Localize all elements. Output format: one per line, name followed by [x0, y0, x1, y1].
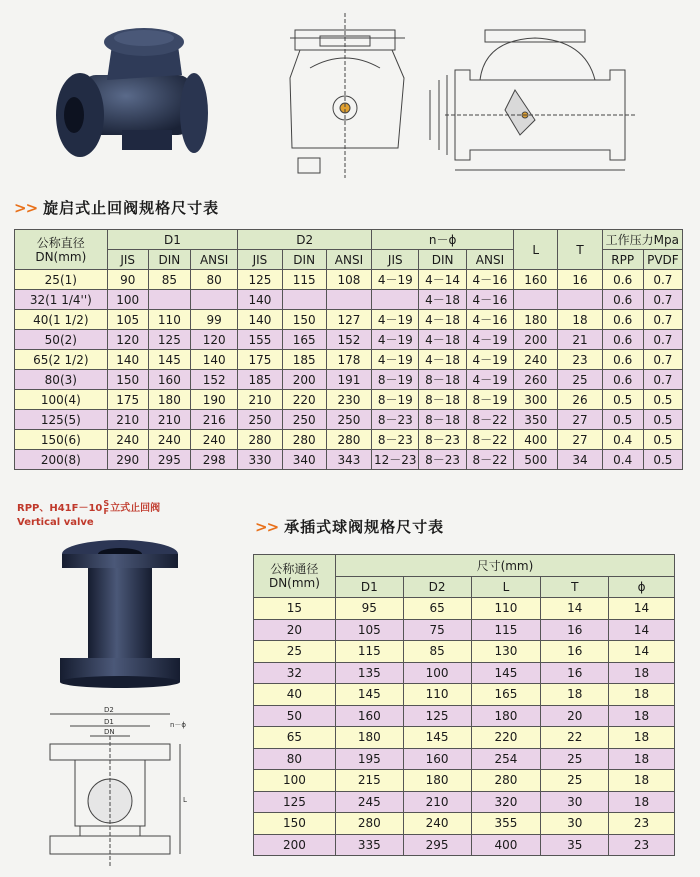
vertical-valve-drawing	[40, 706, 190, 872]
table-cell: 4－16	[466, 310, 513, 330]
table-cell: 18	[558, 310, 602, 330]
table-cell: 18	[609, 770, 675, 792]
subheader-cell: L	[471, 576, 541, 598]
table-cell: 23	[558, 350, 602, 370]
table-row	[15, 430, 683, 450]
table-cell: 4－19	[466, 330, 513, 350]
table-cell: 80	[254, 748, 336, 770]
table-cell: 200	[514, 330, 558, 350]
table-cell: 95	[335, 598, 403, 620]
table-cell: 4－19	[466, 370, 513, 390]
table-cell: 100	[403, 662, 471, 684]
subheader-cell: D1	[335, 576, 403, 598]
table-cell: 90	[107, 270, 148, 290]
table-row	[254, 748, 675, 770]
table-cell: 120	[107, 330, 148, 350]
subheader-cell: ANSI	[326, 250, 371, 270]
table-cell: 0.4	[602, 450, 643, 470]
table-row	[15, 390, 683, 410]
subheader-cell: DIN	[419, 250, 466, 270]
table-cell: 8－23	[419, 430, 466, 450]
table-cell	[326, 290, 371, 310]
table-cell: 0.5	[602, 390, 643, 410]
table-row	[254, 770, 675, 792]
table-cell: 4－19	[466, 350, 513, 370]
table-cell: 21	[558, 330, 602, 350]
table-cell: 8－18	[419, 390, 466, 410]
table-cell: 110	[403, 684, 471, 706]
table-cell: 220	[471, 727, 541, 749]
table-cell: 335	[335, 834, 403, 856]
table-cell: 175	[238, 350, 282, 370]
table-cell: 34	[558, 450, 602, 470]
table-cell: 0.5	[602, 410, 643, 430]
table-cell: 180	[471, 705, 541, 727]
table-cell: 140	[238, 290, 282, 310]
table-cell: 4－18	[419, 330, 466, 350]
table-cell: 18	[609, 684, 675, 706]
table-cell: 343	[326, 450, 371, 470]
table-cell: 220	[282, 390, 326, 410]
table-cell: 14	[541, 598, 609, 620]
table-cell: 8－19	[372, 390, 419, 410]
table-cell: 185	[238, 370, 282, 390]
table-cell: 14	[609, 619, 675, 641]
header-pressure: 工作压力Mpa	[602, 230, 682, 250]
table-cell: 35	[541, 834, 609, 856]
table-cell: 165	[471, 684, 541, 706]
table-cell: 18	[609, 748, 675, 770]
table-cell: 0.5	[643, 410, 682, 430]
table-cell: 240	[190, 430, 237, 450]
table-cell: 26	[558, 390, 602, 410]
table-cell: 355	[471, 813, 541, 835]
caption-cn-title: 立式止回阀	[110, 503, 161, 514]
table-cell: 0.6	[602, 330, 643, 350]
table-cell: 0.6	[602, 290, 643, 310]
table-cell: 30	[541, 791, 609, 813]
table-header-row	[254, 555, 675, 577]
swing-check-spec-table	[14, 229, 683, 470]
table-cell: 18	[609, 705, 675, 727]
table-cell: 0.5	[643, 430, 682, 450]
table-cell: 8－19	[372, 370, 419, 390]
header-t: T	[558, 230, 602, 270]
table-cell: 8－23	[419, 450, 466, 470]
table-cell: 160	[148, 370, 190, 390]
table-row	[15, 290, 683, 310]
table-cell: 30	[541, 813, 609, 835]
table-cell: 280	[471, 770, 541, 792]
table-cell: 23	[609, 834, 675, 856]
table-cell	[148, 290, 190, 310]
table-cell: 4－16	[466, 270, 513, 290]
subheader-cell: JIS	[372, 250, 419, 270]
table-cell: 14	[609, 641, 675, 663]
table-cell: 50	[254, 705, 336, 727]
table-cell: 160	[335, 705, 403, 727]
table-row	[254, 705, 675, 727]
table-cell: 25	[541, 748, 609, 770]
table-cell: 125(5)	[15, 410, 108, 430]
table-row	[15, 370, 683, 390]
table-cell: 23	[609, 813, 675, 835]
table-row	[254, 813, 675, 835]
header-d1: D1	[107, 230, 238, 250]
table-cell: 16	[541, 641, 609, 663]
table-row	[15, 310, 683, 330]
table-cell: 0.7	[643, 330, 682, 350]
table-cell: 125	[238, 270, 282, 290]
table-row	[254, 641, 675, 663]
table-cell: 115	[471, 619, 541, 641]
table-header-row	[15, 230, 683, 250]
subheader-cell: JIS	[238, 250, 282, 270]
table-row	[15, 410, 683, 430]
table-cell: 0.7	[643, 370, 682, 390]
swing-check-valve-photo	[52, 20, 214, 170]
table-cell: 210	[238, 390, 282, 410]
table-cell: 140	[107, 350, 148, 370]
table-cell: 185	[282, 350, 326, 370]
table-cell: 280	[238, 430, 282, 450]
table-cell: 25	[541, 770, 609, 792]
drawing-label-l: L	[183, 796, 187, 804]
table-cell: 140	[238, 310, 282, 330]
table-cell: 0.5	[643, 450, 682, 470]
header-nominal: 公称直径 DN(mm)	[15, 230, 108, 270]
table-cell: 180	[148, 390, 190, 410]
table-cell: 65(2 1/2)	[15, 350, 108, 370]
table-cell	[558, 290, 602, 310]
table-cell: 40	[254, 684, 336, 706]
table-cell: 15	[254, 598, 336, 620]
table-cell: 100	[107, 290, 148, 310]
vertical-valve-photo	[60, 540, 180, 688]
table-cell: 115	[335, 641, 403, 663]
vertical-valve-caption	[17, 500, 160, 530]
table-row	[15, 350, 683, 370]
header-nominal: 公称通径 DN(mm)	[254, 555, 336, 598]
table-cell: 330	[238, 450, 282, 470]
header-n-phi: n－ϕ	[372, 230, 514, 250]
table-cell: 99	[190, 310, 237, 330]
table-cell: 152	[326, 330, 371, 350]
table-cell: 190	[190, 390, 237, 410]
subheader-cell: JIS	[107, 250, 148, 270]
table-cell: 127	[326, 310, 371, 330]
table-cell: 150	[107, 370, 148, 390]
table-cell: 295	[148, 450, 190, 470]
table-row	[15, 330, 683, 350]
table-cell: 140	[190, 350, 237, 370]
table-row	[254, 619, 675, 641]
table-cell: 145	[471, 662, 541, 684]
table-row	[254, 834, 675, 856]
table-cell: 16	[541, 662, 609, 684]
table-cell: 180	[335, 727, 403, 749]
caption-en-title: Vertical valve	[17, 517, 94, 528]
table-cell: 350	[514, 410, 558, 430]
subheader-cell: RPP	[602, 250, 643, 270]
heading-title: 旋启式止回阀规格尺寸表	[43, 199, 220, 217]
table-cell: 120	[190, 330, 237, 350]
section-heading-swing-check	[14, 197, 219, 218]
subheader-cell: ϕ	[609, 576, 675, 598]
drawing-label-d2: D2	[104, 706, 114, 714]
table-cell: 16	[558, 270, 602, 290]
table-cell: 180	[514, 310, 558, 330]
table-cell: 8－23	[372, 430, 419, 450]
table-cell: 0.7	[643, 270, 682, 290]
table-cell: 4－18	[419, 350, 466, 370]
table-cell: 150(6)	[15, 430, 108, 450]
table-cell: 245	[335, 791, 403, 813]
table-cell: 27	[558, 430, 602, 450]
table-cell: 175	[107, 390, 148, 410]
table-cell: 130	[471, 641, 541, 663]
table-cell: 160	[403, 748, 471, 770]
table-cell: 14	[609, 598, 675, 620]
swing-check-section-drawing	[425, 10, 650, 185]
table-cell: 105	[107, 310, 148, 330]
table-cell: 32	[254, 662, 336, 684]
table-cell: 20	[254, 619, 336, 641]
frac-bottom: F	[103, 507, 109, 516]
table-cell: 27	[558, 410, 602, 430]
table-cell: 8－22	[466, 450, 513, 470]
table-cell: 4－19	[372, 310, 419, 330]
table-cell: 4－16	[466, 290, 513, 310]
table-cell: 155	[238, 330, 282, 350]
table-cell: 110	[471, 598, 541, 620]
table-row	[254, 791, 675, 813]
table-cell: 200	[282, 370, 326, 390]
table-cell: 400	[514, 430, 558, 450]
table-cell: 4－19	[372, 270, 419, 290]
table-cell: 0.5	[643, 390, 682, 410]
header-l: L	[514, 230, 558, 270]
table-cell: 18	[609, 791, 675, 813]
table-cell: 18	[609, 662, 675, 684]
table-cell: 145	[335, 684, 403, 706]
table-cell: 195	[335, 748, 403, 770]
table-cell: 100	[254, 770, 336, 792]
drawing-label-n-phi: n－ϕ	[170, 721, 187, 729]
table-cell: 8－19	[466, 390, 513, 410]
table-cell: 340	[282, 450, 326, 470]
table-cell: 0.7	[643, 310, 682, 330]
table-cell	[282, 290, 326, 310]
table-cell: 125	[254, 791, 336, 813]
table-cell: 110	[148, 310, 190, 330]
subheader-cell: D2	[403, 576, 471, 598]
table-cell	[372, 290, 419, 310]
table-cell: 4－19	[372, 330, 419, 350]
table-cell: 25(1)	[15, 270, 108, 290]
table-cell: 216	[190, 410, 237, 430]
table-row	[15, 450, 683, 470]
table-cell: 145	[148, 350, 190, 370]
table-cell: 25	[254, 641, 336, 663]
table-cell: 180	[403, 770, 471, 792]
table-cell: 210	[107, 410, 148, 430]
subheader-cell: DIN	[148, 250, 190, 270]
subheader-cell: PVDF	[643, 250, 682, 270]
table-cell: 50(2)	[15, 330, 108, 350]
table-cell: 260	[514, 370, 558, 390]
section-heading-socket-ball	[255, 516, 444, 537]
table-cell: 25	[558, 370, 602, 390]
subheader-cell: ANSI	[190, 250, 237, 270]
table-cell: 210	[148, 410, 190, 430]
table-cell: 85	[403, 641, 471, 663]
table-cell: 0.6	[602, 350, 643, 370]
table-cell: 191	[326, 370, 371, 390]
table-cell: 80(3)	[15, 370, 108, 390]
table-cell: 178	[326, 350, 371, 370]
table-cell: 8－18	[419, 370, 466, 390]
table-cell: 135	[335, 662, 403, 684]
table-cell: 18	[541, 684, 609, 706]
table-cell: 4－18	[419, 290, 466, 310]
table-cell: 105	[335, 619, 403, 641]
subheader-cell: ANSI	[466, 250, 513, 270]
table-cell: 320	[471, 791, 541, 813]
table-cell: 75	[403, 619, 471, 641]
table-cell: 152	[190, 370, 237, 390]
table-cell: 254	[471, 748, 541, 770]
heading-arrows: >>	[14, 198, 38, 217]
table-cell: 0.6	[602, 270, 643, 290]
table-cell: 115	[282, 270, 326, 290]
swing-check-side-drawing	[280, 8, 420, 184]
table-row	[254, 727, 675, 749]
table-cell: 32(1 1/4'')	[15, 290, 108, 310]
header-size: 尺寸(mm)	[335, 555, 674, 577]
table-cell: 0.6	[602, 310, 643, 330]
table-cell: 20	[541, 705, 609, 727]
drawing-label-d1: D1	[104, 718, 114, 726]
table-cell: 0.7	[643, 290, 682, 310]
table-cell: 250	[282, 410, 326, 430]
drawing-label-dn: DN	[104, 728, 115, 736]
heading-arrows: >>	[255, 517, 279, 536]
table-cell: 150	[254, 813, 336, 835]
table-cell: 240	[403, 813, 471, 835]
table-cell: 8－23	[372, 410, 419, 430]
table-cell: 150	[282, 310, 326, 330]
header-d2: D2	[238, 230, 372, 250]
table-cell: 125	[403, 705, 471, 727]
table-cell: 290	[107, 450, 148, 470]
table-cell: 280	[335, 813, 403, 835]
table-cell: 100(4)	[15, 390, 108, 410]
table-cell: 215	[335, 770, 403, 792]
caption-fraction	[103, 500, 109, 516]
frac-top: S	[103, 499, 110, 508]
table-cell: 400	[471, 834, 541, 856]
table-cell: 22	[541, 727, 609, 749]
table-cell: 40(1 1/2)	[15, 310, 108, 330]
table-cell: 240	[148, 430, 190, 450]
table-cell: 250	[326, 410, 371, 430]
table-row	[254, 662, 675, 684]
table-cell: 80	[190, 270, 237, 290]
table-cell: 240	[514, 350, 558, 370]
table-cell: 295	[403, 834, 471, 856]
table-cell: 280	[282, 430, 326, 450]
table-cell: 65	[403, 598, 471, 620]
subheader-cell: DIN	[282, 250, 326, 270]
table-cell: 8－18	[419, 410, 466, 430]
table-cell: 145	[403, 727, 471, 749]
socket-ball-spec-table	[253, 554, 675, 856]
table-cell: 65	[254, 727, 336, 749]
table-row	[254, 684, 675, 706]
heading-title: 承插式球阀规格尺寸表	[284, 518, 445, 536]
table-cell: 298	[190, 450, 237, 470]
caption-model: RPP、H41F－10	[17, 503, 103, 514]
table-cell: 280	[326, 430, 371, 450]
table-cell: 160	[514, 270, 558, 290]
table-cell: 125	[148, 330, 190, 350]
subheader-cell: T	[541, 576, 609, 598]
table-cell: 18	[609, 727, 675, 749]
table-row	[15, 270, 683, 290]
table-cell: 16	[541, 619, 609, 641]
table-cell: 0.7	[643, 350, 682, 370]
table-cell: 12－23	[372, 450, 419, 470]
table-cell	[190, 290, 237, 310]
table-cell: 0.4	[602, 430, 643, 450]
table-cell: 200(8)	[15, 450, 108, 470]
table-cell: 4－14	[419, 270, 466, 290]
table-cell: 210	[403, 791, 471, 813]
table-cell: 85	[148, 270, 190, 290]
table-cell: 300	[514, 390, 558, 410]
table-cell: 4－18	[419, 310, 466, 330]
table-cell: 108	[326, 270, 371, 290]
table-row	[254, 598, 675, 620]
table-cell: 250	[238, 410, 282, 430]
table-cell: 0.6	[602, 370, 643, 390]
table-cell: 4－19	[372, 350, 419, 370]
table-cell: 8－22	[466, 430, 513, 450]
table-cell: 200	[254, 834, 336, 856]
table-cell: 230	[326, 390, 371, 410]
table-cell: 240	[107, 430, 148, 450]
table-cell: 8－22	[466, 410, 513, 430]
table-cell: 165	[282, 330, 326, 350]
table-cell: 500	[514, 450, 558, 470]
table-cell	[514, 290, 558, 310]
